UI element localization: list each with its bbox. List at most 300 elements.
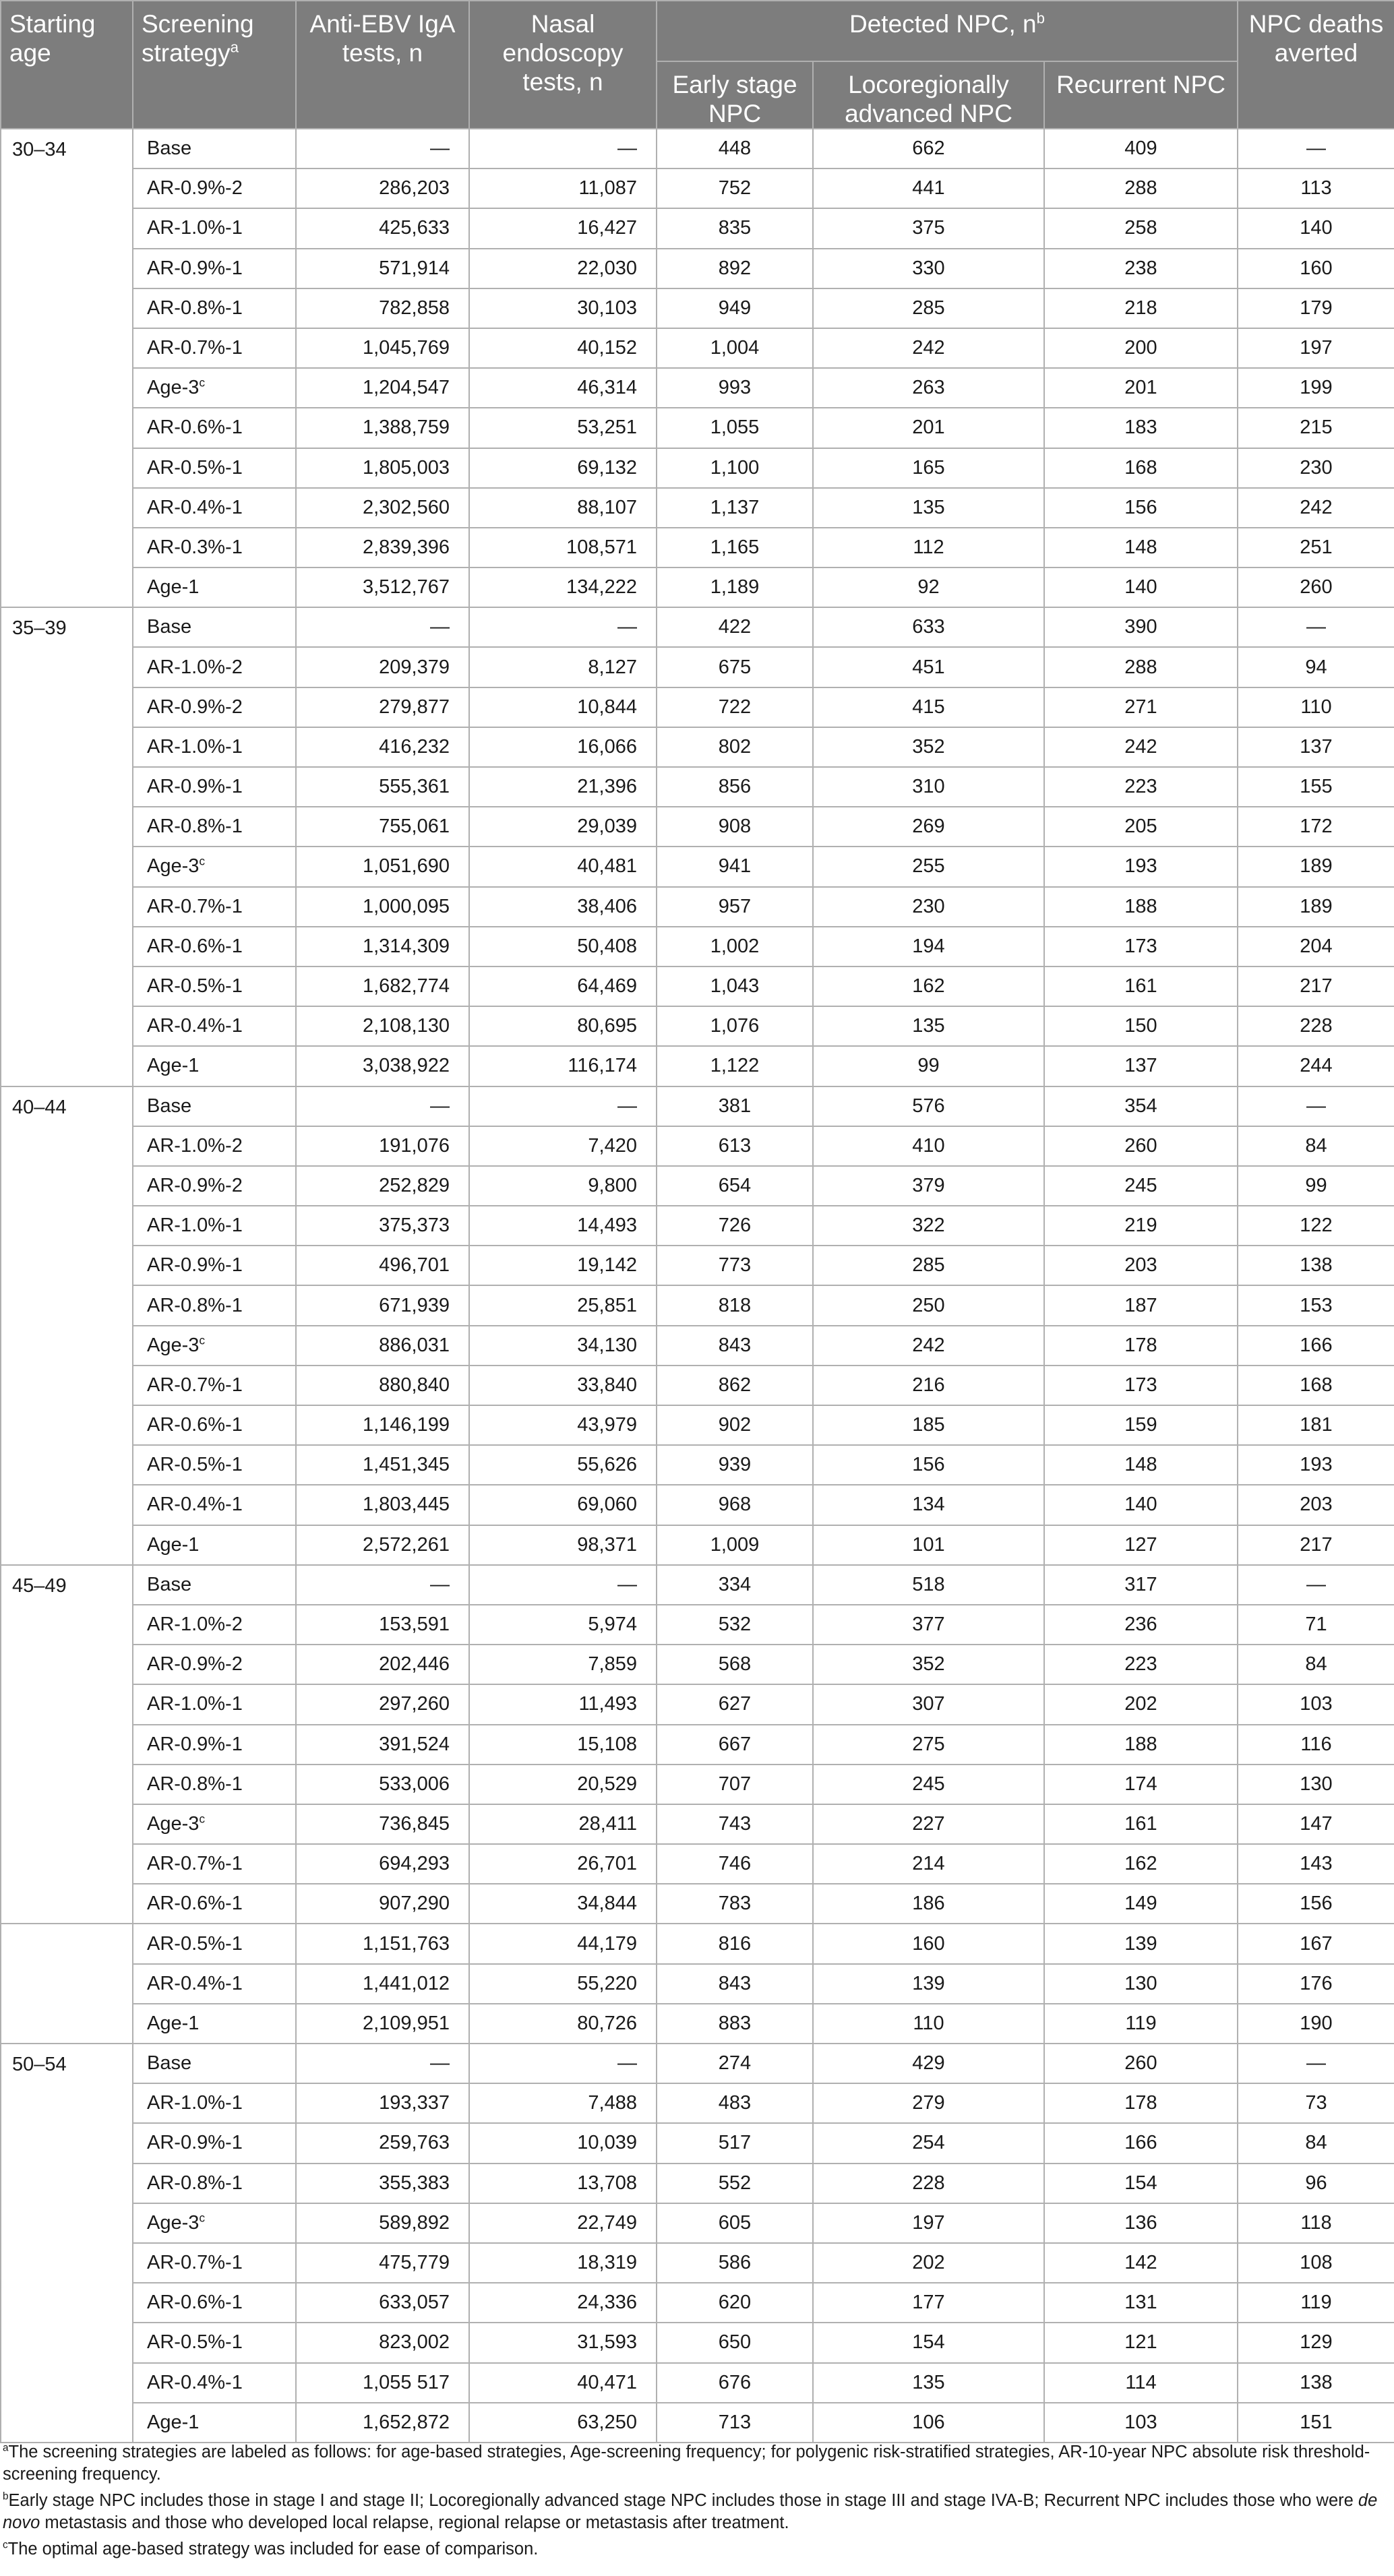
cell-deaths-averted: — bbox=[1238, 1565, 1394, 1605]
cell-locoregionally-advanced: 441 bbox=[813, 168, 1044, 208]
cell-deaths-averted: 190 bbox=[1238, 2004, 1394, 2044]
cell-strategy: AR-0.9%-1 bbox=[133, 767, 296, 807]
cell-early-stage: 818 bbox=[657, 1285, 813, 1325]
cell-early-stage: 939 bbox=[657, 1445, 813, 1485]
cell-strategy: AR-0.7%-1 bbox=[133, 328, 296, 368]
cell-strategy: Age-1 bbox=[133, 568, 296, 607]
cell-early-stage: 726 bbox=[657, 1206, 813, 1246]
cell-locoregionally-advanced: 160 bbox=[813, 1924, 1044, 1963]
table-row bbox=[1, 807, 1394, 847]
cell-early-stage: 1,137 bbox=[657, 488, 813, 528]
cell-deaths-averted: 84 bbox=[1238, 2123, 1394, 2163]
cell-deaths-averted: 138 bbox=[1238, 2363, 1394, 2403]
cell-early-stage: 892 bbox=[657, 249, 813, 288]
cell-nasal-endoscopy: 24,336 bbox=[469, 2283, 657, 2323]
cell-anti-ebv: 571,914 bbox=[296, 249, 469, 288]
cell-locoregionally-advanced: 275 bbox=[813, 1725, 1044, 1765]
cell-strategy: AR-0.6%-1 bbox=[133, 1405, 296, 1445]
cell-deaths-averted: 189 bbox=[1238, 887, 1394, 927]
cell-deaths-averted: 129 bbox=[1238, 2323, 1394, 2362]
cell-anti-ebv: 279,877 bbox=[296, 687, 469, 727]
cell-early-stage: 605 bbox=[657, 2203, 813, 2243]
cell-nasal-endoscopy: 16,066 bbox=[469, 727, 657, 767]
cell-early-stage: 1,004 bbox=[657, 328, 813, 368]
cell-recurrent: 260 bbox=[1044, 1126, 1238, 1166]
cell-anti-ebv: 3,512,767 bbox=[296, 568, 469, 607]
cell-early-stage: 568 bbox=[657, 1645, 813, 1684]
cell-nasal-endoscopy: 63,250 bbox=[469, 2403, 657, 2443]
cell-locoregionally-advanced: 279 bbox=[813, 2083, 1044, 2123]
cell-deaths-averted: 193 bbox=[1238, 1445, 1394, 1485]
cell-early-stage: 746 bbox=[657, 1844, 813, 1884]
cell-strategy: AR-0.6%-1 bbox=[133, 927, 296, 967]
table-row bbox=[1, 2243, 1394, 2283]
table-row bbox=[1, 368, 1394, 408]
cell-early-stage: 752 bbox=[657, 168, 813, 208]
cell-strategy: AR-1.0%-1 bbox=[133, 727, 296, 767]
cell-recurrent: 187 bbox=[1044, 1285, 1238, 1325]
cell-deaths-averted: 116 bbox=[1238, 1725, 1394, 1765]
cell-early-stage: 1,122 bbox=[657, 1046, 813, 1086]
cell-recurrent: 173 bbox=[1044, 927, 1238, 967]
cell-early-stage: 1,043 bbox=[657, 967, 813, 1006]
cell-early-stage: 1,055 bbox=[657, 408, 813, 448]
cell-strategy: AR-0.9%-1 bbox=[133, 249, 296, 288]
cell-recurrent: 150 bbox=[1044, 1006, 1238, 1046]
cell-anti-ebv: 496,701 bbox=[296, 1246, 469, 1285]
cell-recurrent: 188 bbox=[1044, 1725, 1238, 1765]
cell-locoregionally-advanced: 662 bbox=[813, 129, 1044, 168]
cell-early-stage: 667 bbox=[657, 1725, 813, 1765]
header-npc-deaths-averted: NPC deaths averted bbox=[1238, 1, 1394, 129]
cell-early-stage: 949 bbox=[657, 288, 813, 328]
cell-deaths-averted: 94 bbox=[1238, 647, 1394, 687]
cell-early-stage: 532 bbox=[657, 1605, 813, 1645]
table-row bbox=[1, 328, 1394, 368]
cell-strategy: Base bbox=[133, 1086, 296, 1126]
table-row bbox=[1, 1166, 1394, 1206]
cell-recurrent: 166 bbox=[1044, 2123, 1238, 2163]
cell-anti-ebv: 1,441,012 bbox=[296, 1964, 469, 2004]
cell-nasal-endoscopy: — bbox=[469, 2044, 657, 2083]
cell-nasal-endoscopy: 18,319 bbox=[469, 2243, 657, 2283]
table-row bbox=[1, 2083, 1394, 2123]
table-row bbox=[1, 1086, 1394, 1126]
cell-strategy: AR-1.0%-1 bbox=[133, 1206, 296, 1246]
cell-locoregionally-advanced: 255 bbox=[813, 847, 1044, 886]
table-row bbox=[1, 208, 1394, 248]
cell-early-stage: 627 bbox=[657, 1684, 813, 1724]
cell-early-stage: 654 bbox=[657, 1166, 813, 1206]
cell-strategy: AR-0.4%-1 bbox=[133, 1485, 296, 1525]
cell-recurrent: 271 bbox=[1044, 687, 1238, 727]
cell-strategy: Base bbox=[133, 2044, 296, 2083]
cell-early-stage: 517 bbox=[657, 2123, 813, 2163]
cell-recurrent: 148 bbox=[1044, 528, 1238, 568]
cell-deaths-averted: 199 bbox=[1238, 368, 1394, 408]
cell-recurrent: 258 bbox=[1044, 208, 1238, 248]
cell-recurrent: 130 bbox=[1044, 1964, 1238, 2004]
cell-locoregionally-advanced: 230 bbox=[813, 887, 1044, 927]
header-early-stage: Early stage NPC bbox=[657, 61, 813, 129]
table-row bbox=[1, 1565, 1394, 1605]
cell-deaths-averted: 84 bbox=[1238, 1126, 1394, 1166]
cell-anti-ebv: 1,055 517 bbox=[296, 2363, 469, 2403]
cell-early-stage: 650 bbox=[657, 2323, 813, 2362]
cell-recurrent: 136 bbox=[1044, 2203, 1238, 2243]
cell-strategy: AR-0.7%-1 bbox=[133, 887, 296, 927]
cell-deaths-averted: 160 bbox=[1238, 249, 1394, 288]
cell-strategy: AR-1.0%-2 bbox=[133, 647, 296, 687]
cell-early-stage: 1,002 bbox=[657, 927, 813, 967]
cell-recurrent: 137 bbox=[1044, 1046, 1238, 1086]
cell-deaths-averted: — bbox=[1238, 129, 1394, 168]
cell-strategy: Age-1 bbox=[133, 1525, 296, 1565]
cell-anti-ebv: 391,524 bbox=[296, 1725, 469, 1765]
cell-anti-ebv: 355,383 bbox=[296, 2164, 469, 2203]
cell-early-stage: 1,009 bbox=[657, 1525, 813, 1565]
cell-anti-ebv: 736,845 bbox=[296, 1804, 469, 1844]
cell-locoregionally-advanced: 245 bbox=[813, 1765, 1044, 1804]
cell-deaths-averted: 242 bbox=[1238, 488, 1394, 528]
cell-recurrent: 202 bbox=[1044, 1684, 1238, 1724]
cell-deaths-averted: 84 bbox=[1238, 1645, 1394, 1684]
cell-deaths-averted: — bbox=[1238, 607, 1394, 647]
cell-recurrent: 162 bbox=[1044, 1844, 1238, 1884]
cell-nasal-endoscopy: — bbox=[469, 1565, 657, 1605]
table-row bbox=[1, 2164, 1394, 2203]
cell-deaths-averted: 197 bbox=[1238, 328, 1394, 368]
cell-nasal-endoscopy: 14,493 bbox=[469, 1206, 657, 1246]
cell-early-stage: 862 bbox=[657, 1366, 813, 1405]
cell-recurrent: 288 bbox=[1044, 647, 1238, 687]
cell-locoregionally-advanced: 201 bbox=[813, 408, 1044, 448]
cell-early-stage: 908 bbox=[657, 807, 813, 847]
cell-nasal-endoscopy: 33,840 bbox=[469, 1366, 657, 1405]
cell-strategy: AR-1.0%-1 bbox=[133, 2083, 296, 2123]
cell-anti-ebv: 202,446 bbox=[296, 1645, 469, 1684]
cell-early-stage: 773 bbox=[657, 1246, 813, 1285]
cell-recurrent: 178 bbox=[1044, 1326, 1238, 1366]
cell-recurrent: 174 bbox=[1044, 1765, 1238, 1804]
cell-locoregionally-advanced: 269 bbox=[813, 807, 1044, 847]
table-row bbox=[1, 528, 1394, 568]
cell-locoregionally-advanced: 410 bbox=[813, 1126, 1044, 1166]
cell-strategy: AR-0.6%-1 bbox=[133, 2283, 296, 2323]
table-row bbox=[1, 1964, 1394, 2004]
table-row bbox=[1, 607, 1394, 647]
table-row bbox=[1, 1485, 1394, 1525]
cell-deaths-averted: 204 bbox=[1238, 927, 1394, 967]
cell-early-stage: 613 bbox=[657, 1126, 813, 1166]
cell-nasal-endoscopy: 9,800 bbox=[469, 1166, 657, 1206]
cell-anti-ebv: — bbox=[296, 607, 469, 647]
cell-anti-ebv: 1,803,445 bbox=[296, 1485, 469, 1525]
cell-nasal-endoscopy: 69,132 bbox=[469, 448, 657, 488]
cell-strategy: Age-3$^c$ bbox=[133, 1326, 296, 1366]
cell-strategy: AR-0.5%-1 bbox=[133, 1445, 296, 1485]
cell-strategy: AR-0.5%-1 bbox=[133, 967, 296, 1006]
table-row bbox=[1, 1366, 1394, 1405]
cell-anti-ebv: 1,146,199 bbox=[296, 1405, 469, 1445]
cell-locoregionally-advanced: 135 bbox=[813, 2363, 1044, 2403]
cell-strategy: AR-0.7%-1 bbox=[133, 1844, 296, 1884]
cell-locoregionally-advanced: 194 bbox=[813, 927, 1044, 967]
cell-locoregionally-advanced: 135 bbox=[813, 488, 1044, 528]
cell-locoregionally-advanced: 110 bbox=[813, 2004, 1044, 2044]
cell-recurrent: 140 bbox=[1044, 568, 1238, 607]
cell-deaths-averted: 143 bbox=[1238, 1844, 1394, 1884]
cell-deaths-averted: 140 bbox=[1238, 208, 1394, 248]
cell-recurrent: 131 bbox=[1044, 2283, 1238, 2323]
table-row bbox=[1, 1884, 1394, 1924]
cell-nasal-endoscopy: 80,726 bbox=[469, 2004, 657, 2044]
table-row bbox=[1, 1725, 1394, 1765]
table-row bbox=[1, 1645, 1394, 1684]
cell-deaths-averted: 156 bbox=[1238, 1884, 1394, 1924]
table-row bbox=[1, 1445, 1394, 1485]
cell-strategy: AR-0.8%-1 bbox=[133, 2164, 296, 2203]
cell-strategy: AR-0.8%-1 bbox=[133, 807, 296, 847]
cell-nasal-endoscopy: 11,087 bbox=[469, 168, 657, 208]
cell-recurrent: 288 bbox=[1044, 168, 1238, 208]
cell-nasal-endoscopy: 98,371 bbox=[469, 1525, 657, 1565]
cell-strategy: AR-0.3%-1 bbox=[133, 528, 296, 568]
cell-deaths-averted: — bbox=[1238, 2044, 1394, 2083]
cell-recurrent: 354 bbox=[1044, 1086, 1238, 1126]
cell-nasal-endoscopy: 21,396 bbox=[469, 767, 657, 807]
cell-early-stage: 743 bbox=[657, 1804, 813, 1844]
cell-strategy: Age-3$^c$ bbox=[133, 1804, 296, 1844]
cell-strategy: AR-0.7%-1 bbox=[133, 1366, 296, 1405]
cell-anti-ebv: 694,293 bbox=[296, 1844, 469, 1884]
cell-nasal-endoscopy: 40,481 bbox=[469, 847, 657, 886]
cell-nasal-endoscopy: 40,471 bbox=[469, 2363, 657, 2403]
table-row bbox=[1, 1405, 1394, 1445]
table-row bbox=[1, 288, 1394, 328]
cell-locoregionally-advanced: 216 bbox=[813, 1366, 1044, 1405]
cell-nasal-endoscopy: 22,749 bbox=[469, 2203, 657, 2243]
cell-locoregionally-advanced: 177 bbox=[813, 2283, 1044, 2323]
cell-locoregionally-advanced: 633 bbox=[813, 607, 1044, 647]
cell-early-stage: 334 bbox=[657, 1565, 813, 1605]
cell-deaths-averted: 113 bbox=[1238, 168, 1394, 208]
header-anti-ebv: Anti-EBV IgA tests, n bbox=[296, 1, 469, 129]
cell-deaths-averted: 122 bbox=[1238, 1206, 1394, 1246]
table-row bbox=[1, 488, 1394, 528]
cell-recurrent: 260 bbox=[1044, 2044, 1238, 2083]
cell-locoregionally-advanced: 379 bbox=[813, 1166, 1044, 1206]
table-row bbox=[1, 967, 1394, 1006]
table-header bbox=[1, 1, 1394, 129]
cell-early-stage: 843 bbox=[657, 1326, 813, 1366]
cell-early-stage: 957 bbox=[657, 887, 813, 927]
table-row bbox=[1, 2044, 1394, 2083]
cell-nasal-endoscopy: 7,420 bbox=[469, 1126, 657, 1166]
cell-deaths-averted: 153 bbox=[1238, 1285, 1394, 1325]
cell-anti-ebv: 555,361 bbox=[296, 767, 469, 807]
cell-anti-ebv: 1,314,309 bbox=[296, 927, 469, 967]
cell-deaths-averted: 176 bbox=[1238, 1964, 1394, 2004]
cell-strategy: AR-1.0%-2 bbox=[133, 1126, 296, 1166]
table-row bbox=[1, 1684, 1394, 1724]
header-starting-age: Starting age bbox=[1, 1, 133, 129]
cell-early-stage: 843 bbox=[657, 1964, 813, 2004]
cell-anti-ebv: 1,151,763 bbox=[296, 1924, 469, 1963]
table-row bbox=[1, 1924, 1394, 1963]
cell-anti-ebv: 589,892 bbox=[296, 2203, 469, 2243]
cell-recurrent: 161 bbox=[1044, 1804, 1238, 1844]
cell-starting-age: 35–39 bbox=[1, 607, 133, 1086]
cell-deaths-averted: 217 bbox=[1238, 967, 1394, 1006]
cell-nasal-endoscopy: 116,174 bbox=[469, 1046, 657, 1086]
cell-starting-age: 40–44 bbox=[1, 1086, 133, 1565]
cell-recurrent: 103 bbox=[1044, 2403, 1238, 2443]
cell-recurrent: 154 bbox=[1044, 2164, 1238, 2203]
cell-anti-ebv: 533,006 bbox=[296, 1765, 469, 1804]
cell-strategy: AR-0.4%-1 bbox=[133, 488, 296, 528]
cell-deaths-averted: 147 bbox=[1238, 1804, 1394, 1844]
cell-anti-ebv: 252,829 bbox=[296, 1166, 469, 1206]
table-row bbox=[1, 2403, 1394, 2443]
cell-locoregionally-advanced: 228 bbox=[813, 2164, 1044, 2203]
cell-anti-ebv: 2,108,130 bbox=[296, 1006, 469, 1046]
cell-locoregionally-advanced: 307 bbox=[813, 1684, 1044, 1724]
cell-recurrent: 203 bbox=[1044, 1246, 1238, 1285]
cell-deaths-averted: 73 bbox=[1238, 2083, 1394, 2123]
cell-nasal-endoscopy: 108,571 bbox=[469, 528, 657, 568]
cell-locoregionally-advanced: 576 bbox=[813, 1086, 1044, 1126]
cell-anti-ebv: 475,779 bbox=[296, 2243, 469, 2283]
cell-early-stage: 802 bbox=[657, 727, 813, 767]
cell-recurrent: 161 bbox=[1044, 967, 1238, 1006]
cell-strategy: AR-1.0%-1 bbox=[133, 1684, 296, 1724]
cell-recurrent: 201 bbox=[1044, 368, 1238, 408]
table-row bbox=[1, 1246, 1394, 1285]
cell-nasal-endoscopy: 50,408 bbox=[469, 927, 657, 967]
cell-nasal-endoscopy: 80,695 bbox=[469, 1006, 657, 1046]
table-row bbox=[1, 2283, 1394, 2323]
cell-early-stage: 1,076 bbox=[657, 1006, 813, 1046]
cell-early-stage: 422 bbox=[657, 607, 813, 647]
cell-deaths-averted: 203 bbox=[1238, 1485, 1394, 1525]
cell-anti-ebv: 671,939 bbox=[296, 1285, 469, 1325]
cell-nasal-endoscopy: 64,469 bbox=[469, 967, 657, 1006]
cell-early-stage: 1,100 bbox=[657, 448, 813, 488]
cell-strategy: AR-0.6%-1 bbox=[133, 408, 296, 448]
cell-anti-ebv: 3,038,922 bbox=[296, 1046, 469, 1086]
cell-deaths-averted: 138 bbox=[1238, 1246, 1394, 1285]
cell-locoregionally-advanced: 214 bbox=[813, 1844, 1044, 1884]
cell-recurrent: 142 bbox=[1044, 2243, 1238, 2283]
table-row bbox=[1, 727, 1394, 767]
cell-strategy: AR-0.8%-1 bbox=[133, 1285, 296, 1325]
cell-deaths-averted: 166 bbox=[1238, 1326, 1394, 1366]
cell-deaths-averted: 151 bbox=[1238, 2403, 1394, 2443]
cell-strategy: Age-1 bbox=[133, 2403, 296, 2443]
cell-nasal-endoscopy: 34,130 bbox=[469, 1326, 657, 1366]
table-row bbox=[1, 2323, 1394, 2362]
cell-early-stage: 448 bbox=[657, 129, 813, 168]
cell-starting-age: 30–34 bbox=[1, 129, 133, 607]
cell-strategy: AR-1.0%-1 bbox=[133, 208, 296, 248]
cell-locoregionally-advanced: 186 bbox=[813, 1884, 1044, 1924]
cell-early-stage: 993 bbox=[657, 368, 813, 408]
cell-locoregionally-advanced: 330 bbox=[813, 249, 1044, 288]
cell-strategy: AR-0.9%-1 bbox=[133, 1725, 296, 1765]
cell-nasal-endoscopy: 69,060 bbox=[469, 1485, 657, 1525]
cell-anti-ebv: 375,373 bbox=[296, 1206, 469, 1246]
cell-early-stage: 722 bbox=[657, 687, 813, 727]
cell-anti-ebv: 1,451,345 bbox=[296, 1445, 469, 1485]
cell-locoregionally-advanced: 322 bbox=[813, 1206, 1044, 1246]
cell-nasal-endoscopy: 29,039 bbox=[469, 807, 657, 847]
cell-strategy: AR-0.9%-1 bbox=[133, 1246, 296, 1285]
cell-deaths-averted: 118 bbox=[1238, 2203, 1394, 2243]
cell-strategy: Age-1 bbox=[133, 1046, 296, 1086]
cell-nasal-endoscopy: 10,844 bbox=[469, 687, 657, 727]
cell-locoregionally-advanced: 310 bbox=[813, 767, 1044, 807]
cell-strategy: Base bbox=[133, 1565, 296, 1605]
cell-early-stage: 835 bbox=[657, 208, 813, 248]
cell-strategy: AR-0.4%-1 bbox=[133, 1964, 296, 2004]
cell-anti-ebv: 1,204,547 bbox=[296, 368, 469, 408]
cell-deaths-averted: 260 bbox=[1238, 568, 1394, 607]
cell-early-stage: 552 bbox=[657, 2164, 813, 2203]
cell-nasal-endoscopy: — bbox=[469, 1086, 657, 1126]
cell-nasal-endoscopy: — bbox=[469, 607, 657, 647]
cell-anti-ebv: 191,076 bbox=[296, 1126, 469, 1166]
cell-deaths-averted: 230 bbox=[1238, 448, 1394, 488]
cell-deaths-averted: 155 bbox=[1238, 767, 1394, 807]
header-locoregionally-advanced: Locoregionally advanced NPC bbox=[813, 61, 1044, 129]
cell-starting-age: 45–49 bbox=[1, 1565, 133, 1924]
cell-recurrent: 390 bbox=[1044, 607, 1238, 647]
table-row bbox=[1, 448, 1394, 488]
cell-early-stage: 707 bbox=[657, 1765, 813, 1804]
cell-nasal-endoscopy: 55,220 bbox=[469, 1964, 657, 2004]
footnote-a: $^a$The screening strategies are labeled as follows: for age-based strategies, Age-screening frequency; for polygenic risk-stratified strategies, AR-10-year NPC absolute risk threshold-screening frequency. bbox=[3, 2442, 1370, 2484]
cell-strategy: AR-0.8%-1 bbox=[133, 288, 296, 328]
cell-anti-ebv: 297,260 bbox=[296, 1684, 469, 1724]
cell-early-stage: 883 bbox=[657, 2004, 813, 2044]
cell-recurrent: 121 bbox=[1044, 2323, 1238, 2362]
cell-recurrent: 127 bbox=[1044, 1525, 1238, 1565]
cell-locoregionally-advanced: 154 bbox=[813, 2323, 1044, 2362]
cell-locoregionally-advanced: 352 bbox=[813, 1645, 1044, 1684]
table-row bbox=[1, 1126, 1394, 1166]
table-row bbox=[1, 2004, 1394, 2044]
header-detected-npc: Detected NPC, $n^b$ bbox=[657, 1, 1238, 61]
table-row bbox=[1, 568, 1394, 607]
cell-locoregionally-advanced: 135 bbox=[813, 1006, 1044, 1046]
cell-recurrent: 148 bbox=[1044, 1445, 1238, 1485]
table-row bbox=[1, 887, 1394, 927]
cell-nasal-endoscopy: 134,222 bbox=[469, 568, 657, 607]
cell-locoregionally-advanced: 227 bbox=[813, 1804, 1044, 1844]
cell-deaths-averted: 108 bbox=[1238, 2243, 1394, 2283]
cell-strategy: AR-0.5%-1 bbox=[133, 448, 296, 488]
cell-locoregionally-advanced: 285 bbox=[813, 288, 1044, 328]
cell-recurrent: 139 bbox=[1044, 1924, 1238, 1963]
cell-anti-ebv: 886,031 bbox=[296, 1326, 469, 1366]
cell-starting-age bbox=[1, 1924, 133, 2044]
cell-early-stage: 1,165 bbox=[657, 528, 813, 568]
cell-recurrent: 245 bbox=[1044, 1166, 1238, 1206]
cell-early-stage: 675 bbox=[657, 647, 813, 687]
footnote-b: $^b$Early stage NPC includes those in stage I and stage II; Locoregionally advanced stage NPC includes those in stage III and stage IVA-B; Recurrent NPC includes those who were de novo metastasis and those who developed local relapse, regional relapse or metastasis after treatment. bbox=[3, 2490, 1378, 2532]
table-row bbox=[1, 1206, 1394, 1246]
